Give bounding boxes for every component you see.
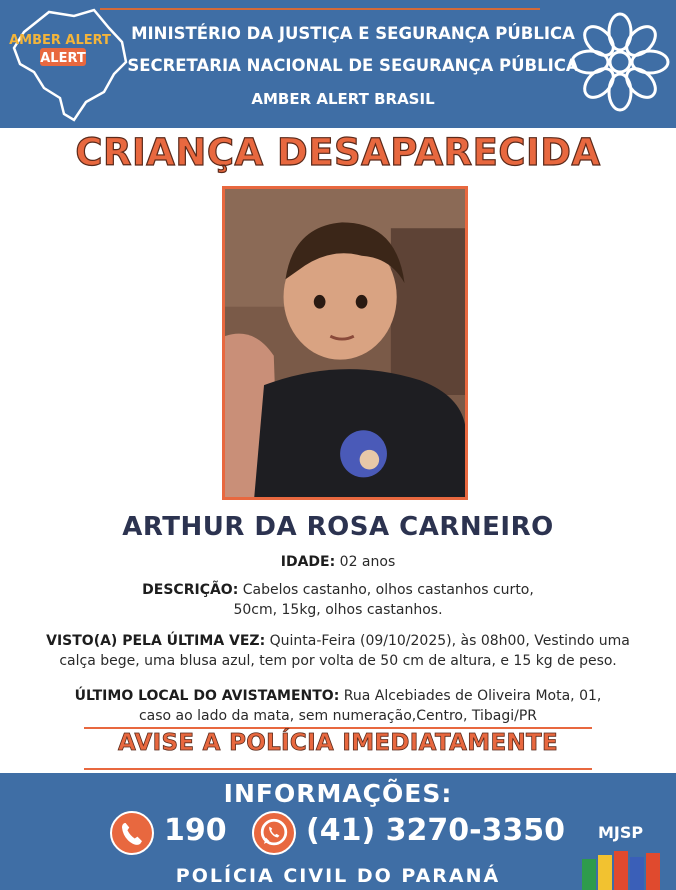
child-name: ARTHUR DA ROSA CARNEIRO [122, 512, 554, 542]
information-title: INFORMAÇÕES: [223, 779, 453, 808]
missing-child-title: CRIANÇA DESAPARECIDA [75, 131, 601, 174]
svg-text:ALERT: ALERT [40, 51, 86, 66]
last-seen-value-1: Quinta-Feira (09/10/2025), às 08h00, Vestindo uma [269, 633, 630, 649]
whatsapp-number[interactable]: (41) 3270-3350 [306, 813, 566, 848]
last-seen-label: VISTO(A) PELA ÚLTIMA VEZ: [46, 633, 266, 649]
alert-rule-top [84, 727, 592, 729]
footer-banner [0, 773, 676, 890]
age-label: IDADE: [280, 554, 336, 570]
description-value-1: Cabelos castanho, olhos castanhos curto, [242, 582, 534, 598]
last-location-label: ÚLTIMO LOCAL DO AVISTAMENTO: [74, 688, 340, 704]
last-seen-value-2: calça bege, uma blusa azul, tem por volta de 50 cm de altura, e 15 kg de peso. [59, 653, 617, 669]
description-label: DESCRIÇÃO: [142, 582, 239, 598]
child-photo-illustration [225, 189, 465, 497]
alert-rule-bottom [84, 768, 592, 770]
civil-police-parana: POLÍCIA CIVIL DO PARANÁ [175, 865, 501, 887]
ministry-title: MINISTÉRIO DA JUSTIÇA E SEGURANÇA PÚBLICA [131, 24, 575, 43]
secretariat-title: SECRETARIA NACIONAL DE SEGURANÇA PÚBLICA [127, 56, 579, 75]
header-divider [100, 8, 540, 10]
description-value-2: 50cm, 15kg, olhos castanhos. [233, 602, 443, 618]
last-location-value-1: Rua Alcebiades de Oliveira Mota, 01, [343, 688, 602, 704]
age-line [0, 552, 676, 572]
last-seen-block [0, 631, 676, 671]
description-block [0, 580, 676, 620]
last-location-block [0, 686, 676, 726]
last-location-value-2: caso ao lado da mata, sem numeração,Centro, Tibagi/PR [138, 708, 538, 724]
phone-icon [110, 811, 154, 855]
flower-emblem-icon [568, 10, 672, 114]
alert-police-text: AVISE A POLÍCIA IMEDIATAMENTE [117, 730, 559, 756]
child-photo [222, 186, 468, 500]
header-banner [0, 0, 676, 128]
whatsapp-icon [252, 811, 296, 855]
mjsp-label: MJSP [598, 823, 644, 842]
emergency-number[interactable]: 190 [164, 813, 227, 848]
program-title: AMBER ALERT BRASIL [251, 90, 435, 108]
age-value: 02 anos [339, 554, 396, 570]
amber-logo-word: AMBER ALERT [9, 33, 111, 48]
